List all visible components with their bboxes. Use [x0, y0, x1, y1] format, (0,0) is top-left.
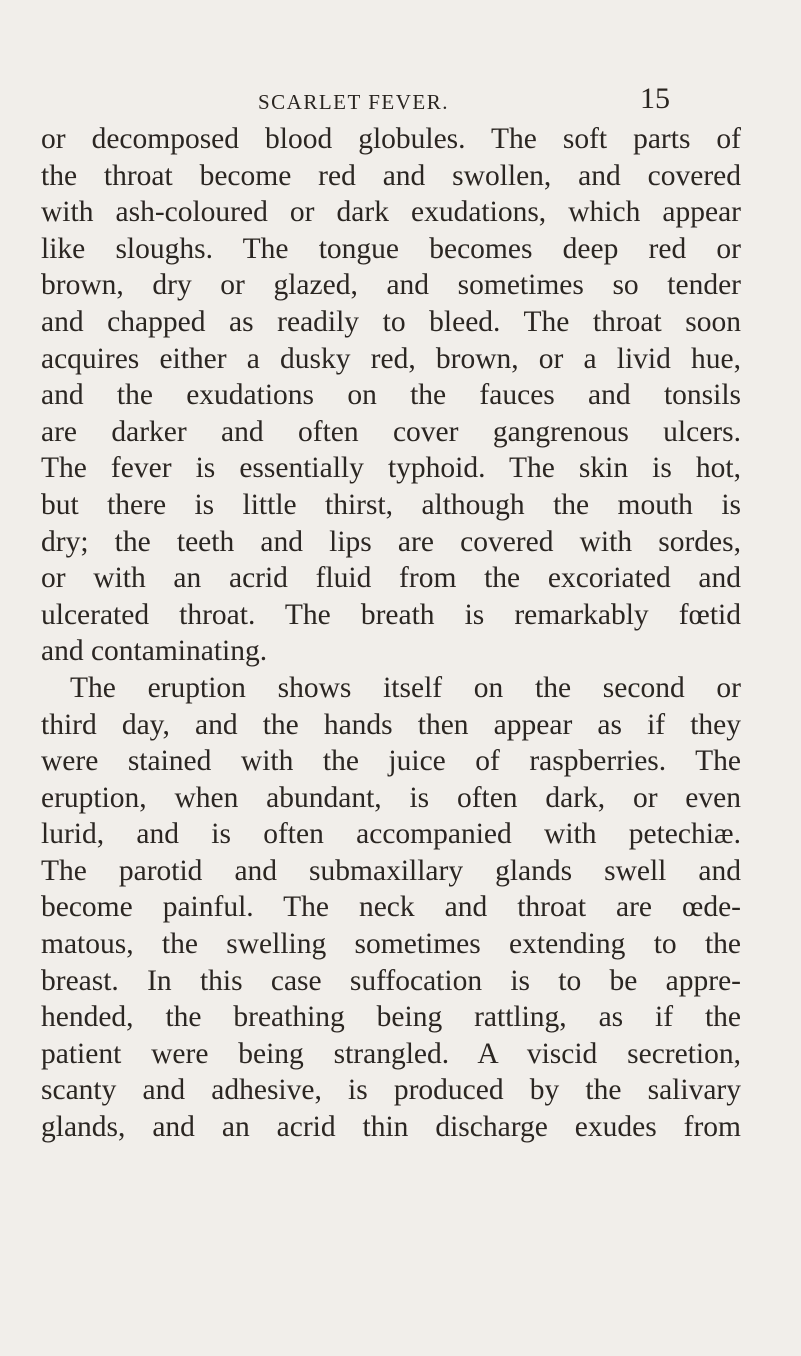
body-text — [41, 121, 741, 1146]
text-line: like sloughs. The tongue becomes deep red or — [41, 232, 741, 265]
text-line: brown, dry or glazed, and sometimes so tender — [41, 269, 741, 302]
text-line: breast. In this case suffocation is to be appre- — [41, 964, 741, 997]
text-line: eruption, when abundant, is often dark, or even — [41, 781, 741, 814]
text-line: with ash-coloured or dark exudations, which appear — [41, 196, 741, 229]
text-line: become painful. The neck and throat are œde- — [41, 891, 741, 924]
text-line: The eruption shows itself on the second or — [70, 671, 741, 704]
text-line: The parotid and submaxillary glands swell and — [41, 854, 741, 887]
text-line: or with an acrid fluid from the excoriated and — [41, 562, 741, 595]
text-line: were stained with the juice of raspberries. The — [41, 745, 741, 778]
text-line: ulcerated throat. The breath is remarkably fœtid — [41, 598, 741, 631]
text-line: but there is little thirst, although the mouth is — [41, 488, 741, 521]
text-line: and chapped as readily to bleed. The throat soon — [41, 305, 741, 338]
text-line: glands, and an acrid thin discharge exudes from — [41, 1111, 741, 1144]
text-line: the throat become red and swollen, and covered — [41, 159, 741, 192]
page-number: 15 — [640, 82, 670, 115]
text-line: scanty and adhesive, is produced by the salivary — [41, 1074, 741, 1107]
text-line: third day, and the hands then appear as if they — [41, 708, 741, 741]
running-title: SCARLET FEVER. — [258, 90, 449, 114]
text-line: and contaminating. — [41, 635, 268, 668]
text-line: patient were being strangled. A viscid secretion, — [41, 1037, 741, 1070]
text-line: acquires either a dusky red, brown, or a livid hue, — [41, 342, 741, 375]
text-line: are darker and often cover gangrenous ulcers. — [41, 415, 741, 448]
text-line: dry; the teeth and lips are covered with sordes, — [41, 525, 741, 558]
text-line: lurid, and is often accompanied with petechiæ. — [41, 818, 741, 851]
text-line: or decomposed blood globules. The soft parts of — [41, 123, 741, 155]
text-line: The fever is essentially typhoid. The skin is hot, — [41, 452, 741, 485]
text-line: and the exudations on the fauces and tonsils — [41, 379, 741, 412]
text-line: matous, the swelling sometimes extending to the — [41, 928, 741, 961]
text-line: hended, the breathing being rattling, as if the — [41, 1001, 741, 1034]
